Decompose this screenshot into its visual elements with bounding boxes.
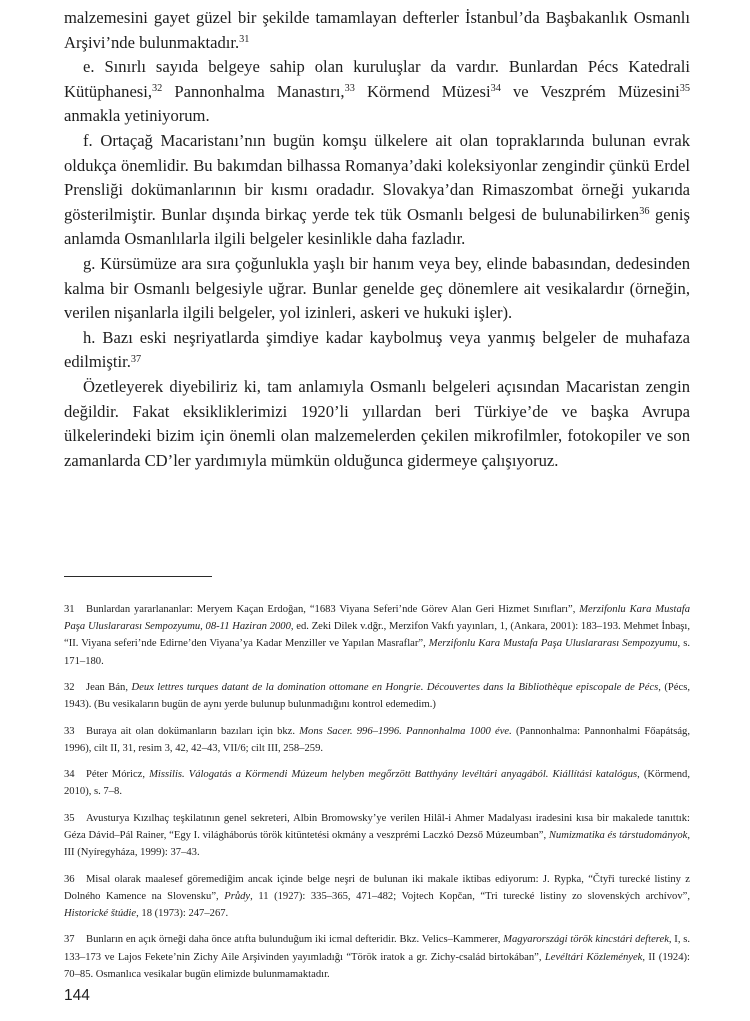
text-span: e. Sınırlı sayıda belgeye sahip olan kuruluşlar da vardır. Bunlardan Pécs Katedrali Kütüphanesi, xyxy=(64,57,690,101)
footnote-ref: 37 xyxy=(130,353,142,365)
italic-title: Historické štúdie xyxy=(64,907,137,919)
text-span: h. Bazı eski neşriyatlarda şimdiye kadar kaybolmuş veya yanmış belgeler de muhafaza edilmiştir. xyxy=(64,327,690,372)
italic-title: Deux lettres turques datant de la domination ottomane en Hongrie. Découvertes dans la Bibliothèque episcopale de Pécs xyxy=(131,682,659,693)
text-span: geniş anlamda Osmanlılarla ilgili belgeler kesinlikle daha fazladır. xyxy=(64,204,691,249)
italic-title: Magyarországi török kincstári defterek xyxy=(503,934,669,946)
text-span: , II (1924): 70–85. Osmanlıca vesikalar bugün elimizde bulunmamaktadır. xyxy=(64,951,690,980)
footnote-number: 35 xyxy=(64,812,75,824)
footnote-ref: 36 xyxy=(639,206,650,218)
footnote-number: 32 xyxy=(64,682,75,693)
footnote xyxy=(64,679,690,713)
paragraph xyxy=(64,252,690,326)
text-span: , 18 (1973): 247–267. xyxy=(136,907,229,919)
footnote-ref: 32 xyxy=(152,83,163,95)
text-span: , (Körmend, 2010), s. 7–8. xyxy=(64,769,691,798)
footnote-ref: 34 xyxy=(490,83,501,95)
page-number: 144 xyxy=(64,987,90,1004)
italic-title: Merzifonlu Kara Mustafa Paşa Uluslararası Sempozyumu xyxy=(428,638,678,650)
footnotes xyxy=(64,601,690,992)
text-span: Jean Bán, xyxy=(86,682,132,693)
text-span: Avusturya Kızılhaç teşkilatının genel sekreteri, Albin Bromowsky’ye verilen Hilâl-i Ahmer Madalyası iradesini kısa bir makalede tanıttık: Géza Dávid–Pál Rainer, “Egy I. világháborús török kitüntetési okmány a veszprémi Laczkó Dezső Múzeumban”, xyxy=(64,812,690,841)
italic-title: Levéltári Közlemények xyxy=(544,951,643,963)
text-span: ve Veszprém Müzesini xyxy=(500,81,680,101)
footnote xyxy=(64,601,690,670)
footnote xyxy=(64,723,690,757)
footnote-ref: 33 xyxy=(344,83,355,95)
paragraph xyxy=(64,326,690,375)
text-span: , I, s. 133–173 ve Lajos Fekete’nin Zichy Aile Arşivinden yayımladığı “Török iratok a gr. Zichy-család birtokában”, xyxy=(64,934,690,963)
paragraph xyxy=(64,375,690,473)
text-span: Buraya ait olan dokümanların bazıları için bkz. xyxy=(86,725,300,737)
italic-title: Merzifonlu Kara Mustafa Paşa Uluslararası Sempozyumu, 08-11 Haziran 2000 xyxy=(64,604,690,633)
italic-title: Průdy xyxy=(224,890,251,902)
text-span: g. Kürsümüze ara sıra çoğunlukla yaşlı bir hanım veya bey, elinde babasından, dedesinden kalma bir Osmanlı belgesiyle uğrar. Bunlar genelde geç dönemlere ait vesikalardır (örneğin, verilen nişanlarla ilgili belgeler, yol izinleri, askeri ve hukuki işler). xyxy=(64,253,690,323)
italic-title: Numizmatika és társtudományok xyxy=(548,829,688,841)
text-span: , III (Nyíregyháza, 1999): 37–43. xyxy=(64,829,690,859)
footnote-number: 33 xyxy=(64,725,75,737)
footnote-divider xyxy=(64,576,212,577)
footnote-number: 34 xyxy=(64,769,75,781)
footnote xyxy=(64,871,690,923)
text-span: Bunların en açık örneği daha önce atıfta bulunduğum iki icmal defteridir. Bkz. Velics–Kammerer, xyxy=(86,934,504,946)
text-span: f. Ortaçağ Macaristanı’nın bugün komşu ülkelere ait olan topraklarında bulunan evrak oldukça önemlidir. Bu bakımdan bilhassa Romanya’daki koleksiyonlar zengindir çünkü Erdel Prensliği dokümanlarının bir kısmı oradadır. Slovakya’dan Rimaszombat örneği yukarıda gösterilmiştir. Bunlar dışında birkaç yerde tek tük Osmanlı belgesi de bulunabilirken xyxy=(64,130,690,224)
text-span: , ed. Zeki Dilek v.dğr., Merzifon Vakfı yayınları, 1, (Ankara, 2001): 183–193. Mehmet İnbaşı, “II. Viyana seferi’nde Edirne’den Viyana’ya Kadar Menziller ve Yapılan Masraflar”, xyxy=(64,621,690,650)
paragraph xyxy=(64,55,690,129)
text-span: anmakla yetiniyorum. xyxy=(64,106,210,126)
text-span: Bunlardan yararlananlar: Meryem Kaçan Erdoğan, “1683 Viyana Seferi’nde Görev Alan Geri Hizmet Sınıfları”, xyxy=(86,604,580,615)
footnote-number: 36 xyxy=(64,873,75,885)
italic-title: Mons Sacer. 996–1996. Pannonhalma 1000 éve. xyxy=(299,725,512,737)
text-span: , (Pécs, 1943). (Bu vesikaların bugün de aynı yerde bulunup bulunmadığını kontrol edemedim.) xyxy=(64,682,690,711)
text-span: Misal olarak maalesef göremediğim ancak içinde belge neşri de bulunan iki makale iktibas ediyorum: J. Rypka, “Čtyři turecké listiny z Dolného Kamence na Slovensku”, xyxy=(64,873,690,902)
text-span: (Pannonhalma: Pannonhalmi Főapátság, 1996), cilt II, 31, resim 3, 42, 42–43, VII/6; cilt III, 258–259. xyxy=(64,725,691,754)
text-span: Körmend Müzesi xyxy=(354,81,491,101)
text-span: Pannonhalma Manastırı, xyxy=(162,81,345,101)
footnote xyxy=(64,810,690,862)
footnote-number: 31 xyxy=(64,604,75,615)
main-text xyxy=(64,6,690,473)
footnote-number: 37 xyxy=(64,934,75,946)
paragraph xyxy=(64,129,690,252)
text-span: Özetleyerek diyebiliriz ki, tam anlamıyla Osmanlı belgeleri açısından Macaristan zengin değildir. Fakat eksikliklerimizi 1920’li yıllardan beri Türkiye’de ve başka Avrupa ülkelerindeki bizim için önemli olan malzemelerden çekilen mikrofilmler, fotokopiler ve son zamanlarda CD’ler yardımıyla mümkün olduğunca gidermeye çalışıyoruz. xyxy=(64,376,690,470)
footnote-ref: 35 xyxy=(679,83,690,95)
text-span: Péter Móricz, xyxy=(86,769,150,781)
footnote xyxy=(64,766,690,800)
footnote xyxy=(64,931,690,983)
text-span: , s. 171–180. xyxy=(64,638,690,667)
text-span: malzemesini gayet güzel bir şekilde tamamlayan defterler İstanbul’da Başbakanlık Osmanlı Arşivi’nde bulunmaktadır. xyxy=(64,8,690,52)
footnote-ref: 31 xyxy=(239,33,250,45)
text-span: , 11 (1927): 335–365, 471–482; Vojtech Kopčan, “Tri turecké listiny zo slovenských archívov”, xyxy=(250,890,690,902)
italic-title: Missilis. Válogatás a Körmendi Múzeum helyben megőrzött Batthyány levéltári anyagából. Kiállítási katalógus xyxy=(149,769,638,781)
paragraph xyxy=(64,6,690,55)
